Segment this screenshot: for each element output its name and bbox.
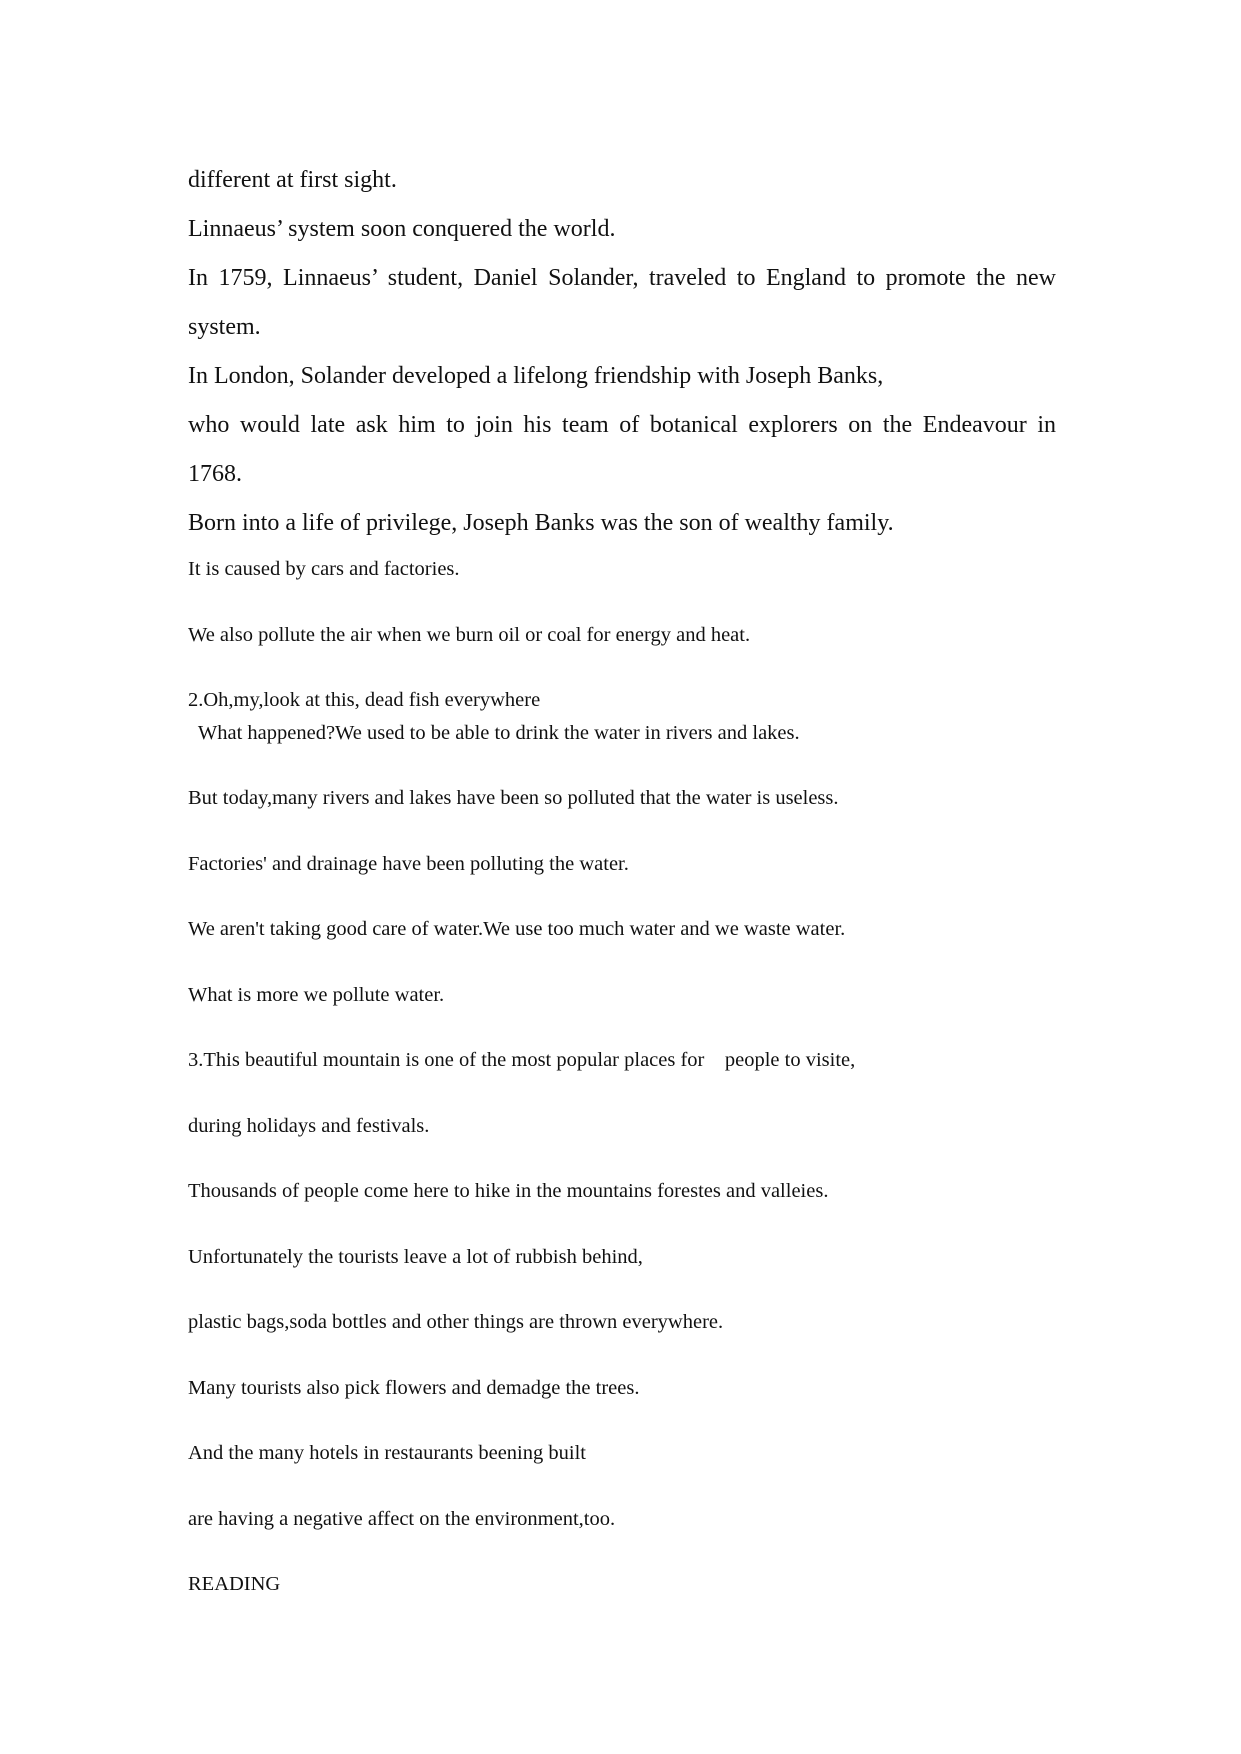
section-heading-reading: READING: [188, 1573, 281, 1595]
text-line: In London, Solander developed a lifelong friendship with Joseph Banks,: [188, 363, 884, 389]
text-line: What is more we pollute water.: [188, 983, 445, 1006]
text-line: We also pollute the air when we burn oil or coal for energy and heat.: [188, 623, 751, 646]
text-line: 2.Oh,my,look at this, dead fish everywhere: [188, 689, 541, 711]
text-line: during holidays and festivals.: [188, 1114, 430, 1137]
text-line: We aren't taking good care of water.We use too much water and we waste water.: [188, 918, 846, 940]
text-line: system.: [188, 314, 261, 340]
pollution-section: [188, 553, 1056, 1601]
text-line: In 1759, Linnaeus’ student, Daniel Solander, traveled to England to promote the new: [188, 265, 1056, 291]
text-line: are having a negative affect on the environment,too.: [188, 1507, 616, 1530]
biography-section: [188, 156, 1056, 548]
text-line: What happened?We used to be able to drink the water in rivers and lakes.: [188, 721, 800, 744]
text-line: Factories' and drainage have been polluting the water.: [188, 852, 629, 875]
text-line: Many tourists also pick flowers and demadge the trees.: [188, 1376, 640, 1399]
text-line: Thousands of people come here to hike in the mountains forestes and valleies.: [188, 1180, 829, 1202]
document-body: [188, 156, 1056, 1601]
text-line: And the many hotels in restaurants beening built: [188, 1442, 586, 1464]
text-line: Unfortunately the tourists leave a lot of rubbish behind,: [188, 1245, 643, 1268]
text-line: Born into a life of privilege, Joseph Banks was the son of wealthy family.: [188, 510, 894, 536]
text-line: Linnaeus’ system soon conquered the world.: [188, 216, 616, 242]
text-line: It is caused by cars and factories.: [188, 558, 460, 580]
text-line: who would late ask him to join his team of botanical explorers on the Endeavour in: [188, 412, 1056, 438]
text-line: 3.This beautiful mountain is one of the most popular places for people to visite,: [188, 1049, 856, 1071]
text-line: different at first sight.: [188, 167, 397, 193]
text-line: 1768.: [188, 461, 242, 487]
text-line: But today,many rivers and lakes have been so polluted that the water is useless.: [188, 787, 839, 809]
text-line: plastic bags,soda bottles and other things are thrown everywhere.: [188, 1311, 724, 1333]
